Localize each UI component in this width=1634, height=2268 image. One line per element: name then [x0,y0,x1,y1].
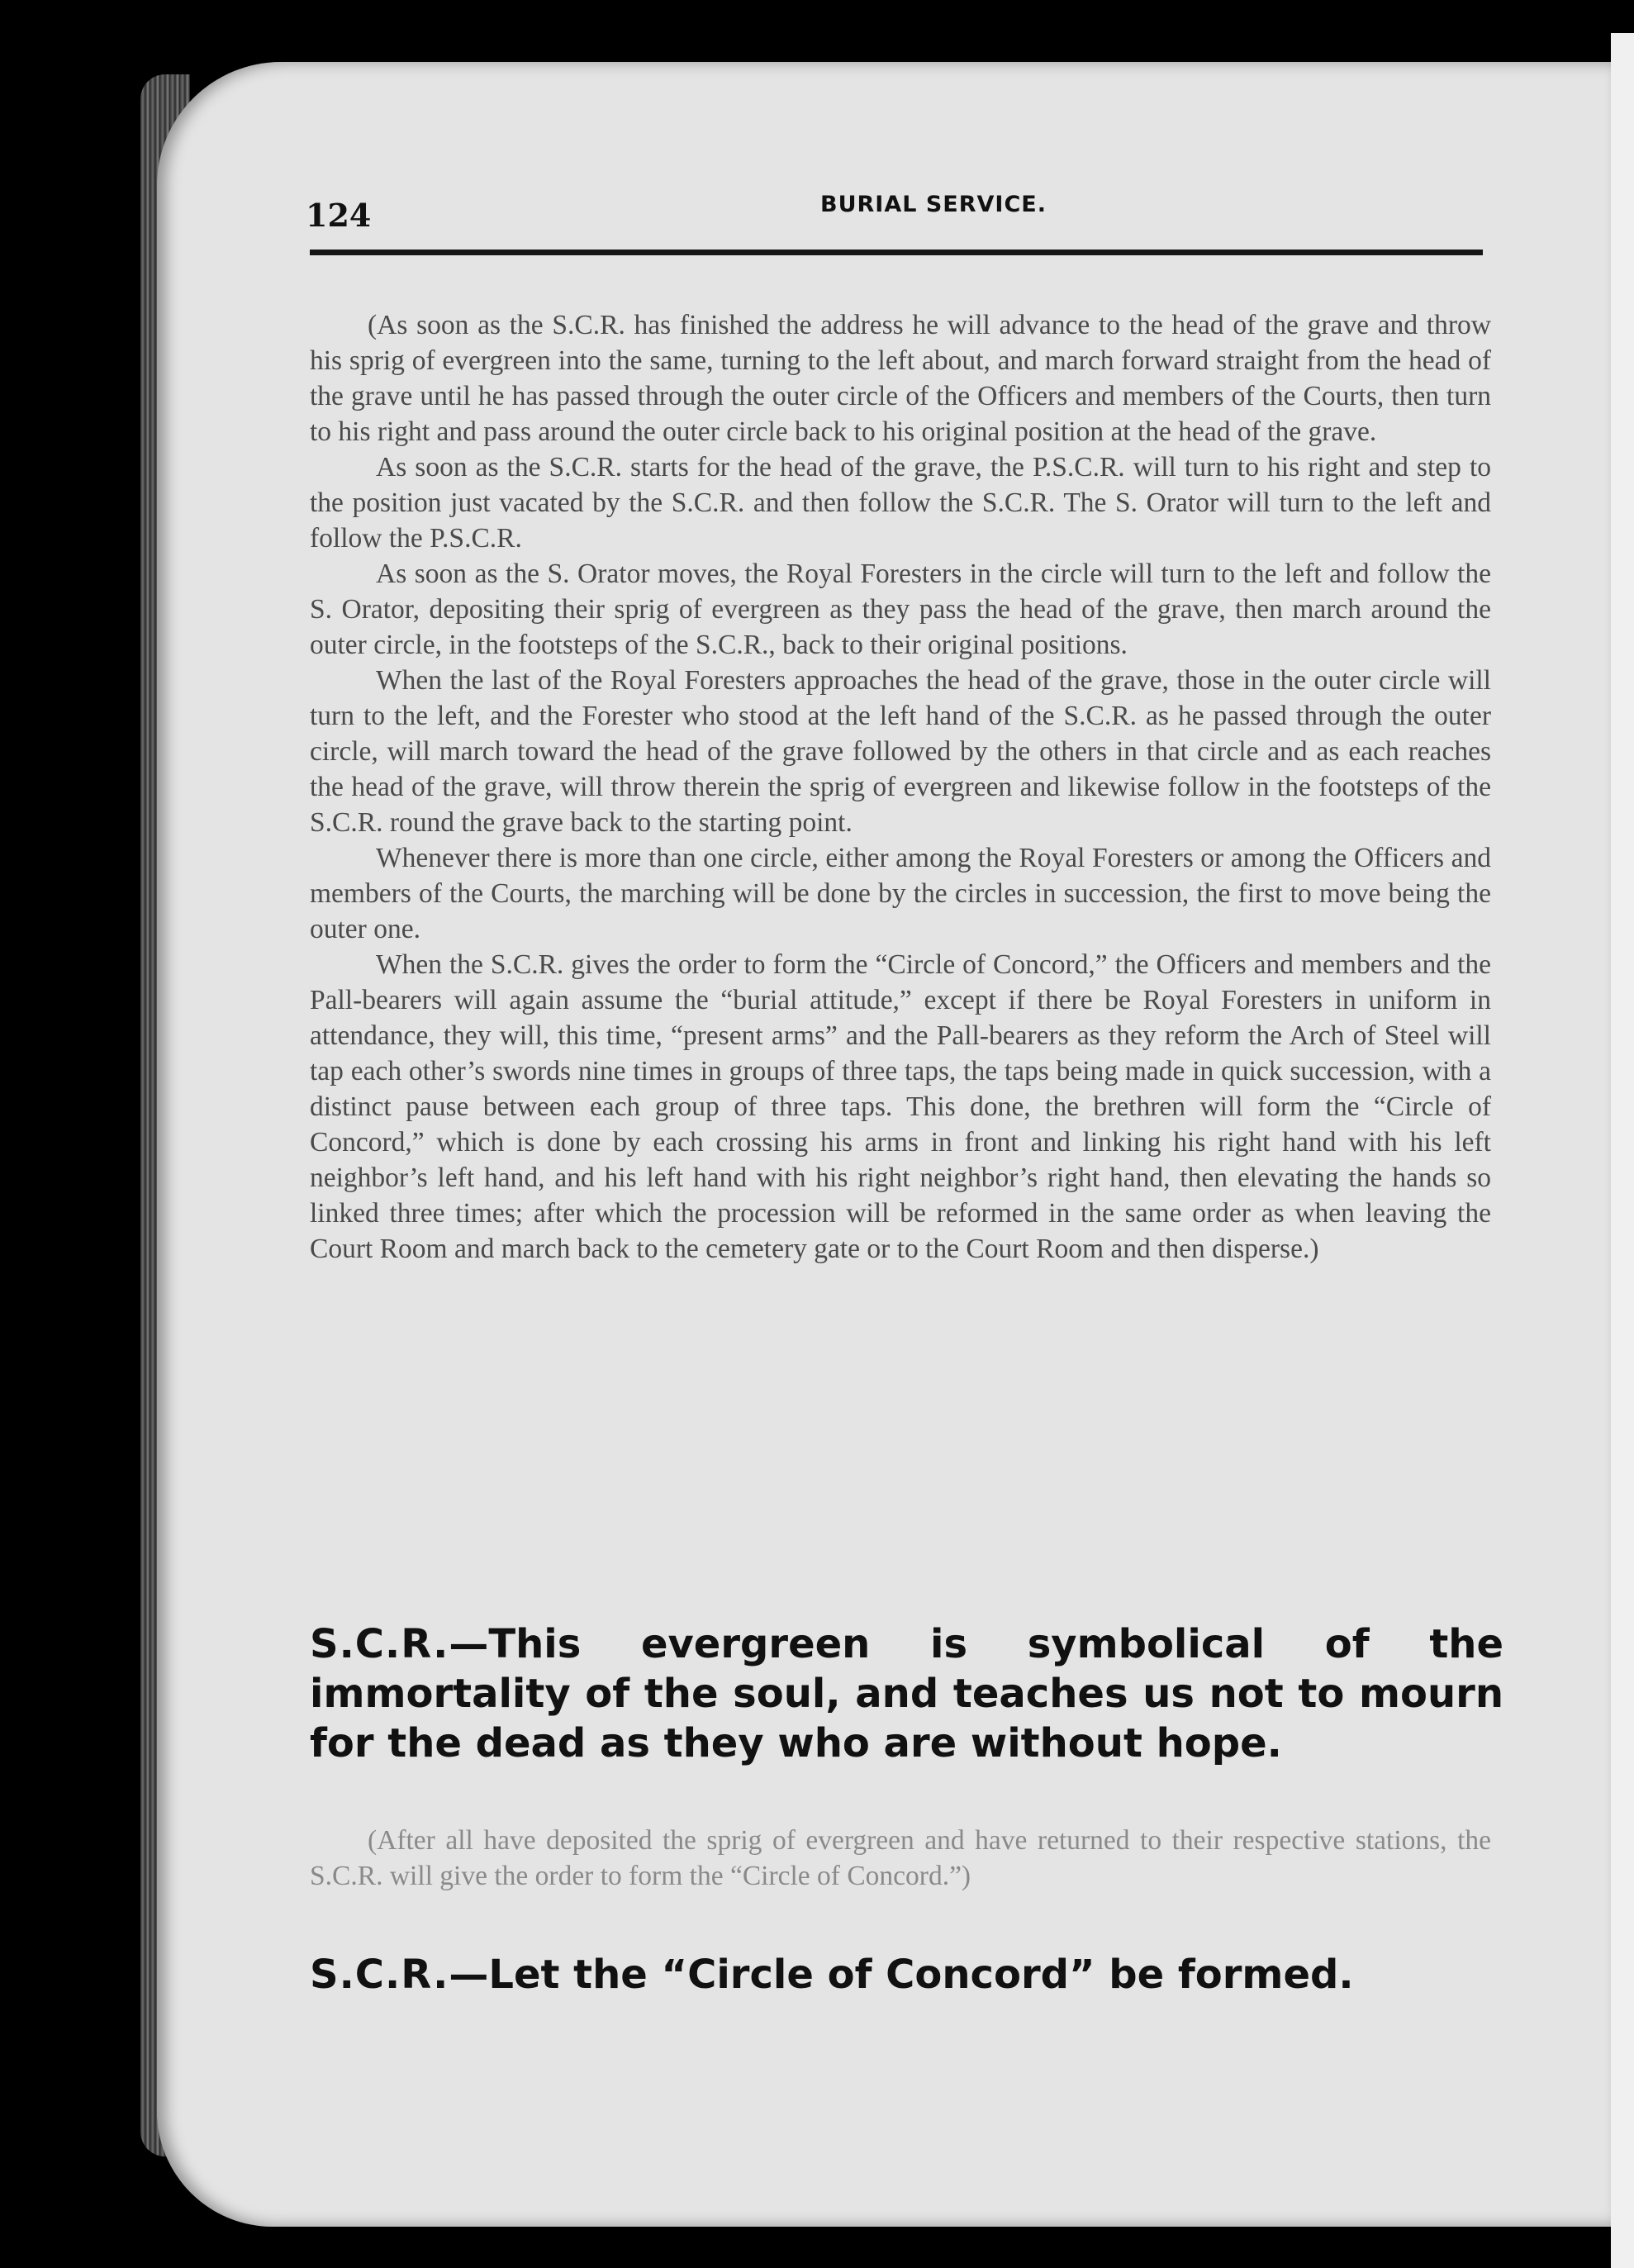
rubric-paragraph: (As soon as the S.C.R. has finished the address he will advance to the head of the grave and throw his sprig of evergreen into the same, turning to the left about, and march forward straight from the head of the grave until he has passed through the outer circle of the Officers and members of the Courts, then turn to his right and pass around the outer circle back to his original position at the head of the grave. [310,310,1491,447]
rubric-paragraph: As soon as the S.C.R. starts for the head of the grave, the P.S.C.R. will turn to his right and step to the position just vacated by the S.C.R. and then follow the S.C.R. The S. Orator will turn to the left and follow the P.S.C.R. [310,452,1491,554]
rubric-paragraph: When the S.C.R. gives the order to form the “Circle of Concord,” the Officers and members and the Pall-bearers will again assume the “burial attitude,” except if there be Royal Foresters in uniform in attendance, they will, this time, “present arms” and the Pall-bearers as they reform the Arch of Steel will tap each other’s swords nine times in groups of three taps, the taps being made in quick succession, with a distinct pause between each group of three taps. This done, the brethren will form the “Circle of Concord,” which is done by each crossing his arms in front and linking his right hand with his left neighbor’s left hand, and his left hand with his right neighbor’s right hand, then elevating the hands so linked three times; after which the procession will be reformed in the same order as when leaving the Court Room and march back to the cemetery gate or to the Court Room and then disperse.) [310,949,1491,1264]
running-head: BURIAL SERVICE. [820,192,1047,217]
speaker-label: S.C.R. [310,1621,449,1667]
speech-dash: — [449,1621,489,1667]
rubric-instructions [310,307,1491,1267]
page-edge [1611,33,1634,2268]
rubric-paragraph: As soon as the S. Orator moves, the Royal Foresters in the circle will turn to the left and follow the S. Orator, depositing their sprig of evergreen as they pass the head of the grave, then march around the outer circle, in the footsteps of the S.C.R., back to their original positions. [310,559,1491,660]
speech-dash: — [449,1952,489,1998]
speech-text: Let the “Circle of Concord” be formed. [488,1952,1354,1998]
speaker-label: S.C.R. [310,1952,449,1998]
rubric-paragraph: Whenever there is more than one circle, either among the Royal Foresters or among the Officers and members of the Courts, the marching will be done by the circles in succession, the first to move being the outer one. [310,843,1491,944]
speech-concord [310,1950,1503,1999]
rubric-paragraph: (After all have deposited the sprig of evergreen and have returned to their respective stations, the S.C.R. will give the order to form the “Circle of Concord.”) [310,1825,1491,1891]
speech-text: This evergreen is symbolical of the immortality of the soul, and teaches us not to mourn for the dead as they who are without hope. [310,1621,1503,1766]
rubric-concord-instruction [310,1823,1491,1894]
rubric-paragraph: When the last of the Royal Foresters approaches the head of the grave, those in the outer circle will turn to the left, and the Forester who stood at the left hand of the S.C.R. as he passed through the outer circle, will march toward the head of the grave followed by the others in that circle and as each reaches the head of the grave, will throw therein the sprig of evergreen and likewise follow in the footsteps of the S.C.R. round the grave back to the starting point. [310,665,1491,838]
header-rule [310,250,1483,255]
page-number: 124 [306,197,372,234]
speech-evergreen [310,1619,1503,1768]
